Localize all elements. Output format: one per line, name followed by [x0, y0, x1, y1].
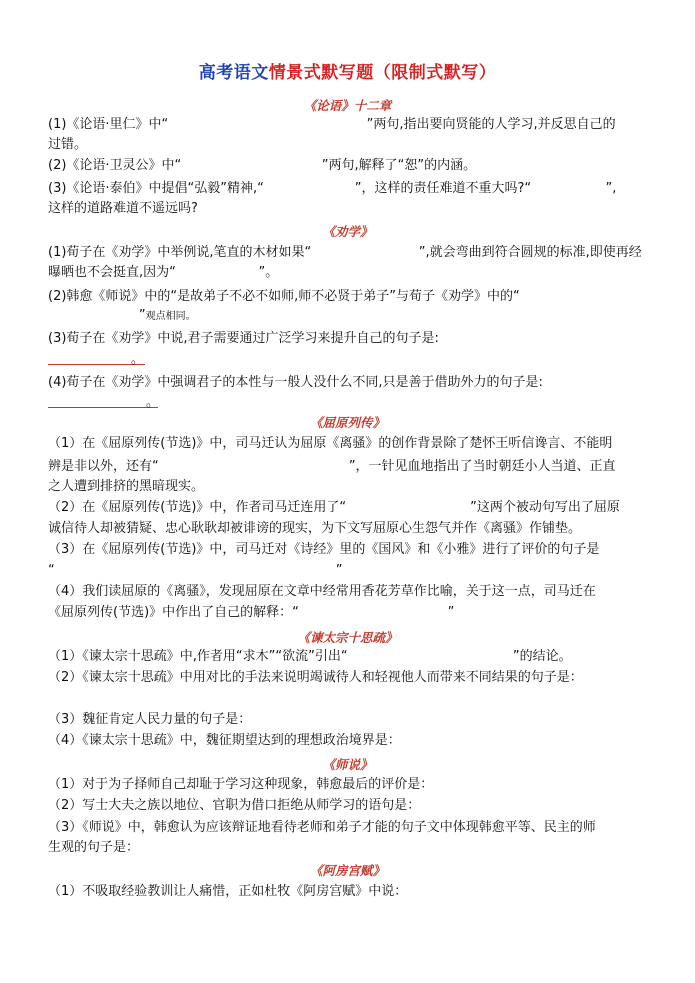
lunyu-line-2: 过错。: [48, 137, 88, 152]
quyuan-line-9: 《屈原列传(节选)》中作出了自己的解释：“ ”: [48, 605, 455, 620]
answer-blank-period-2: 。: [146, 395, 160, 410]
quanxue-line-5: (4)荀子在《劝学》中强调君子的本性与一般人没什么不同,只是善于借助外力的句子是:: [48, 375, 543, 390]
section-heading-quyuan: 《屈原列传》: [309, 415, 385, 430]
shishuo-line-2: （2）写士大夫之族以地位、官职为借口拒绝从师学习的语句是：: [48, 798, 421, 813]
jiantaizong-line-1: （1）《谏太宗十思疏》中,作者用“求木”“欲流”引出“ ”的结论。: [48, 649, 572, 664]
lunyu-line-5: 这样的道路难道不遥远吗?: [48, 201, 198, 216]
jiantaizong-line-3: （3）魏征肯定人民力量的句子是：: [48, 712, 252, 727]
title-part-red: 情景式默写题（限制式默写）: [268, 63, 497, 83]
jiantaizong-line-4: （4）《谏太宗十思疏》中，魏征期望达到的理想政治境界是：: [48, 733, 401, 748]
section-heading-jiantaizong: 《谏太宗十思疏》: [297, 630, 398, 645]
quyuan-line-4: （2）在《屈原列传(节选)》中，作者司马迁连用了“ ”这两个被动句写出了屈原: [48, 500, 620, 515]
shishuo-line-4: 生观的句子是：: [48, 840, 140, 855]
quanxue-line-2: 曝晒也不会挺直,因为“ ”。: [48, 265, 279, 280]
quyuan-line-7: “ ”: [48, 563, 343, 578]
answer-blank-line-2: [48, 407, 158, 408]
section-heading-quanxue: 《劝学》: [322, 224, 373, 239]
quyuan-line-1: （1）在《屈原列传(节选)》中，司马迁认为屈原《离骚》的创作背景除了楚怀王听信谗言、不能明: [48, 436, 613, 451]
lunyu-line-4: (3)《论语·泰伯》中提倡“弘毅”精神,“ ”，这样的责任难道不重大吗?“ ”,: [48, 181, 617, 196]
section-heading-lunyu: 《论语》十二章: [303, 98, 392, 113]
section-heading-shishuo: 《师说》: [322, 757, 373, 772]
quyuan-line-5: 诚信待人却被猜疑、忠心耿耿却被诽谤的现实，为下文写屈原心生怨气并作《离骚》作铺垫。: [48, 521, 582, 536]
quanxue-line-1: (1)荀子在《劝学》中举例说,笔直的木材如果“ ”,就会弯曲到符合圆规的标准,即使再经: [48, 245, 642, 260]
quanxue-note-prefix: ”: [48, 308, 146, 323]
afanggong-line-1: （1）不吸取经验教训让人痛惜，正如杜牧《阿房宫赋》中说：: [48, 884, 408, 899]
shishuo-line-3: （3）《师说》中，韩愈认为应该辩证地看待老师和弟子才能的句子文中体现韩愈平等、民主的师: [48, 820, 596, 835]
quyuan-line-3: 之人遭到排挤的黑暗现实。: [48, 479, 205, 494]
quyuan-line-6: （3）在《屈原列传(节选)》中，司马迁对《诗经》里的《国风》和《小雅》进行了评价的句子是: [48, 542, 600, 557]
quanxue-line-4: (3)荀子在《劝学》中说,君子需要通过广泛学习来提升自己的句子是:: [48, 331, 439, 346]
shishuo-line-1: （1）对于为子择师自己却耻于学习这种现象，韩愈最后的评价是：: [48, 777, 434, 792]
quyuan-line-8: （4）我们读屈原的《离骚》，发现屈原在文章中经常用香花芳草作比喻，关于这一点，司马迁在: [48, 584, 596, 599]
quyuan-line-2: 辨是非以外，还有“ ”，一针见血地指出了当时朝廷小人当道、正直: [48, 459, 616, 474]
answer-blank-period-1: 。: [131, 352, 145, 367]
quanxue-note-text: 观点相同。: [145, 311, 196, 322]
quanxue-line-3: (2)韩愈《师说》中的“是故弟子不必不如师,师不必贤于弟子”与荀子《劝学》中的“: [48, 289, 520, 304]
page-title: [0, 58, 695, 83]
lunyu-line-3: (2)《论语·卫灵公》中“ ”两句,解释了“恕”的内涵。: [48, 158, 477, 173]
lunyu-line-1: (1)《论语·里仁》中“ ”两句,指出要向贤能的人学习,并反思自己的: [48, 117, 616, 132]
section-heading-afanggong: 《阿房宫赋》: [309, 863, 385, 878]
title-part-blue: 高考语文: [198, 63, 269, 83]
quanxue-line-note: [48, 308, 196, 325]
jiantaizong-line-2: （2）《谏太宗十思疏》中用对比的手法来说明竭诚待人和轻视他人而带来不同结果的句子是：: [48, 670, 583, 685]
